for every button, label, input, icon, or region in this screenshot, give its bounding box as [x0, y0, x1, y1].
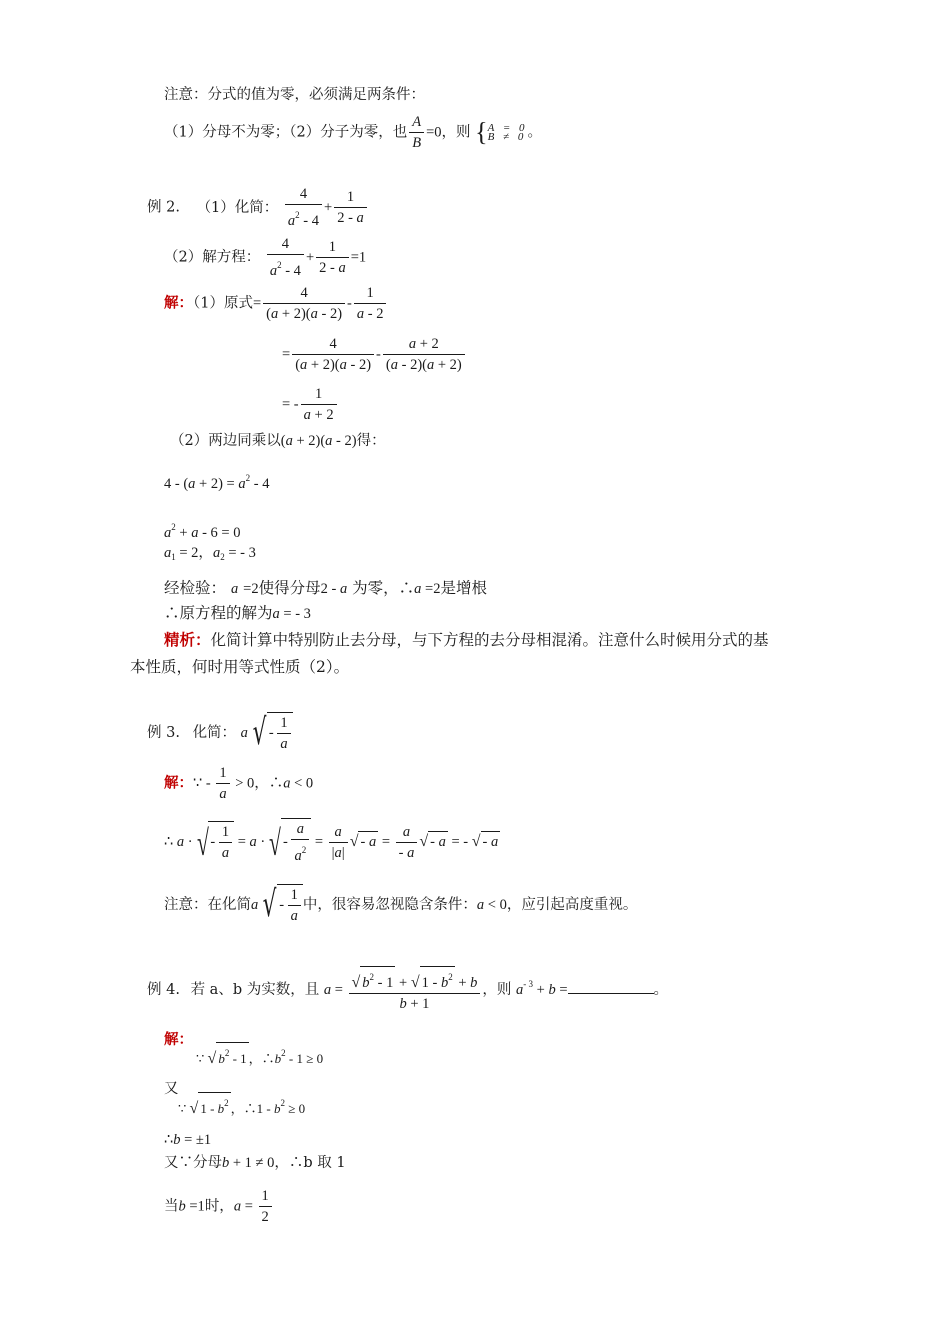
solution-label: 解：: [164, 294, 193, 312]
analysis-line1: 精析：化简计算中特别防止去分母，与下方程的去分母相混淆。注意什么时候用分式的基: [164, 630, 769, 649]
example-3-line: 例 3. 化简： a √ - $\frac{1}{a}$: [147, 712, 293, 754]
example-2-part1: 例 2. （1）化简： $\frac{4}{a^2 - 4}$ + $\frac{1}{2 - a}$: [147, 184, 369, 231]
fraction-1-over-2-a: $\frac{1}{2 - a}$: [334, 187, 367, 228]
note-condition-line: [164, 112, 542, 153]
solution-4-line5: 当b =1时，a = $\frac{1}{2}$: [164, 1186, 274, 1227]
equation-line-1: $4 - (a + 2) = a^2 - 4$: [164, 473, 270, 492]
equation-roots: $a_1 = 2$，$a_2$ = - 3: [164, 545, 256, 562]
check-line: 经检验： a =2使得分母2 - a 为零，∴a =2是增根: [164, 579, 487, 597]
example-4-line: 例 4. 若 a、b 为实数，且 a = $\frac{√ b^2 - 1 + √ 1 - b^2 + b}{b + 1}$ ，则 $a^{- 3} + b$ = 。: [147, 966, 668, 1014]
example-2-part2: （2）解方程： $\frac{4}{a^2 - 4}$ + $\frac{1}{2 - a}$ =1: [164, 236, 367, 279]
period: 。: [527, 124, 543, 141]
answer-line: ∴原方程的解为a = - 3: [164, 604, 311, 622]
note-condition-text: （1）分母不为零；（2）分子为零，也: [164, 124, 408, 141]
solution-4-line2: ∵ √ $1 - b^2$ ，∴1 - $b^2 \ge 0$: [178, 1092, 305, 1119]
fraction-a-over-b: $\frac{A}{B}$: [409, 112, 424, 153]
analysis-label: 精析：: [164, 630, 211, 649]
example-2-part1-label: （1）化简：: [196, 199, 279, 216]
solution-3-line2: ∴ a · √ - $\frac{1}{a}$ = a · √ - $\frac{a}{a^2}$ = $\frac{a}{|a|}$ √ - a = $\frac{a}{- a}$ √ - a = - √ - a: [164, 818, 500, 866]
solution-2-step2: （2）两边同乘以(a + 2)(a - 2)得：: [170, 433, 386, 449]
solution-4-label-line: 解：: [164, 1031, 193, 1048]
solution-4-line4: 又∵分母b + 1 ≠ 0，∴b 取 1: [164, 1155, 346, 1171]
equals-zero-text: =0，则: [426, 124, 471, 141]
fraction-4-over-a2-4: $\frac{4}{a^2 - 4}$: [285, 184, 322, 231]
brace-symbol: {: [475, 117, 488, 147]
solution-2-line1: 解：（1）原式= $\frac{4}{(a + 2)(a - 2)}$ - $\frac{1}{a - 2}$: [164, 283, 388, 324]
equation-line-2: $a^2 + a - 6 = 0$: [164, 522, 241, 541]
note-3-line: 注意：在化简a √ - $\frac{1}{a}$ 中，很容易忽视隐含条件：a < 0，应引起高度重视。: [164, 883, 638, 925]
example-4-label: 例 4.: [147, 982, 180, 998]
answer-blank: [568, 979, 654, 994]
solution-4-line3: ∴b = ±1: [164, 1132, 212, 1148]
condition-system: A = 0 B ≠ 0: [487, 121, 528, 143]
example-2-label: 例 2.: [147, 199, 180, 216]
solution-3-line1: 解：∵ - $\frac{1}{a}$ > 0，∴a < 0: [164, 765, 314, 802]
solution-4-also: 又: [164, 1081, 179, 1097]
solution-4-line1: ∵ √ $b^2 - 1$ ，$\therefore b^2 - 1 \ge 0$: [196, 1042, 323, 1069]
analysis-line2: 本性质，何时用等式性质（2）。: [130, 658, 350, 676]
solution-2-line3: = - $\frac{1}{a + 2}$: [282, 384, 339, 425]
note-condition-title: 注意：分式的值为零，必须满足两条件：: [164, 87, 425, 103]
example-3-label: 例 3.: [147, 724, 180, 741]
solution-2-line2: = $\frac{4}{(a + 2)(a - 2)}$ - $\frac{a + 2}{(a - 2)(a + 2)}$: [282, 334, 467, 375]
example-2-part2-label: （2）解方程：: [164, 249, 261, 266]
